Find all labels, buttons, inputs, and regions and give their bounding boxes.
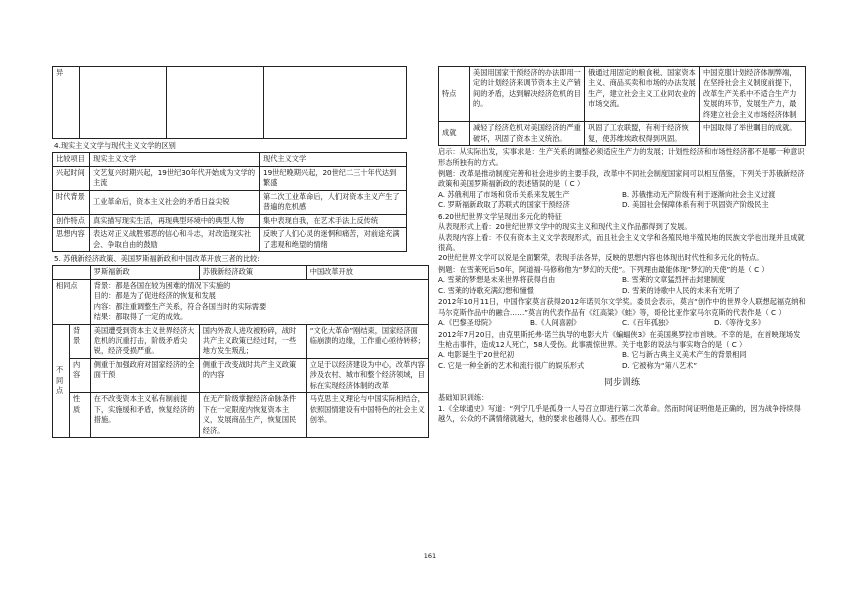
example-question-4: 2012年7月20日，由克里斯托弗·诺兰执导的电影大片《蝙蝠侠3》在美国奥罗拉市首映。不幸的是，在首映现场发生枪击事件，造成12人死亡，58人受伤。此事震惊世界。关于电影的说法与事实吻合的是（ C ） (438, 329, 801, 349)
option: B. 苏俄推动无产阶级有利于逐渐向社会主义过渡 (622, 189, 776, 199)
table-cell: 俄通过用固定的粮食税、国家资本主义、商品买卖和市场的办法发展生产，建立社会主义工业同农业的市场交流。 (585, 67, 700, 122)
row-label: 性质 (70, 393, 91, 438)
option: A. 电影诞生于20世纪初 (438, 350, 515, 360)
table-header: 中国改革开放 (306, 266, 428, 279)
table-cell: 真实描写现实生活，再现典型环境中的典型人物 (90, 214, 260, 227)
option: C. 罗斯福新政取了苏联式的国家干预经济 (438, 200, 570, 210)
table-cell: 在不改变资本主义私有制前提下，实施缓和矛盾，恢复经济的措施。 (90, 393, 199, 438)
table-cell: 集中表现自我，在艺术手法上反传统 (260, 214, 407, 227)
table-cell: 马克思主义理论与中国实际相结合，依照国情建设有中国特色的社会主义创举。 (306, 393, 428, 438)
row-label: 创作特点 (53, 214, 90, 227)
table-cell: 侧重于改变战时共产主义政策的内容 (199, 358, 306, 392)
table-cell: 国内外敌人进攻被粉碎，战时共产主义政策已经过时，一些地方发生叛乱； (199, 324, 306, 358)
table-cell: 美国遭受到资本主义世界经济大危机的沉重打击，阶级矛盾尖锐，经济受损严重。 (90, 324, 199, 358)
sync-training-title: 同步训练 (603, 378, 640, 389)
section5-title: 5. 苏俄新经济政策、美国罗斯福新政和中国改革开放三者的比较: (54, 253, 260, 263)
option: B.《人间喜剧》 (530, 318, 581, 328)
page-number: 161 (423, 552, 437, 560)
top-table-cell (264, 67, 407, 139)
option: C.《百年孤独》 (622, 318, 673, 328)
table-cell: 在无产阶级掌握经济命脉条件下在一定限度内恢复资本主义，发展商品生产，恢复国民经济。 (199, 393, 306, 438)
option: A. 雪莱的梦想是未来世界将获得自由 (438, 275, 556, 285)
realism-comparison-table (52, 152, 407, 252)
table-cell: 文艺复兴时期兴起，19世纪30年代开始成为文学的主流 (90, 166, 260, 190)
table-header: 罗斯福新政 (90, 266, 199, 279)
diff-label: 不同点 (53, 324, 70, 437)
option: C. 雪莱的诗歌充满幻想和憧憬 (438, 285, 534, 295)
option: D. 它被称为“第八艺术” (622, 360, 698, 370)
option: C. 它是一种全新的艺术和流行很广的娱乐形式 (438, 360, 585, 370)
table-cell: 侧重于加强政府对国家经济的全面干预 (90, 358, 199, 392)
table-header: 现代主义文学 (260, 153, 407, 166)
option: A. 苏俄利用了市场和货币关系来发展生产 (438, 189, 570, 199)
option: B. 雪莱的文章猛烈抨击封建制度 (622, 275, 725, 285)
row-label: 成就 (439, 122, 470, 146)
table-cell: 工业革命后，资本主义社会的矛盾日益尖锐 (90, 190, 260, 214)
table-header: 苏俄新经济政策 (199, 266, 306, 279)
example-4-options (438, 350, 806, 371)
same-label: 相同点 (53, 279, 91, 324)
table-cell: 立足于以经济建设为中心，改革内容涉及农村、城市和整个经济领域，目标在实现经济体制的改革 (306, 358, 428, 392)
table-cell: “文化大革命”刚结束，国家经济面临崩溃的边缘，工作重心亟待转移； (306, 324, 428, 358)
table-cell: 巩固了工农联盟，有利于经济恢复，使苏维埃政权得到巩固。 (585, 122, 700, 146)
example-3-options (438, 318, 806, 328)
reform-comparison-table (52, 265, 429, 438)
table-cell: 减轻了经济危机对美国经济的严重破坏，巩固了资本主义统治。 (470, 122, 585, 146)
option: B. 它与新古典主义美术产生的背景相同 (622, 350, 747, 360)
example-1-options (438, 190, 806, 211)
training-question-1: 1.《全球通史》写道：“列宁几乎是孤身一人号召立即进行第二次革命。然而时间证明他是正确的，因为战争持续得越久，公众的不满情绪就越大，他的要求也越得人心。那些在四 (438, 403, 801, 424)
example-2-options (438, 275, 806, 296)
table-header (53, 266, 91, 279)
insight-paragraph: 启示：从实际出发，实事求是：生产关系的调整必须适应生产力的发展；计划性经济和市场性经济都不是哪一种意识形态所独有的方式。 (438, 147, 805, 167)
table-cell: 反映了人们心灵的迷惘和痛苦，对前途充满了悲观和绝望的情绪 (260, 228, 407, 252)
row-label: 特点 (439, 67, 470, 122)
example-question-2: 例题：在雪莱死后50年，阿道福·马修称他为“梦幻的天使”。下列理由最能体现“梦幻的天使”的是（ C ） (438, 264, 769, 274)
top-table-cell (167, 67, 264, 139)
same-line: 内容：都注重调整生产关系，符合各国当时的实际需要 (93, 301, 267, 311)
top-table-side-label: 异 (53, 67, 80, 139)
table-cell: 中国取得了举世瞩目的成就。 (700, 122, 806, 146)
example-question-1: 例题：改革是推动制度完善和社会进步的主要手段，改革中不同社会制度国家间可以相互借鉴，下列关于苏俄新经济政策和美国罗斯福新政的表述错误的是（ C ） (438, 168, 805, 189)
option: A.《巴黎圣母院》 (438, 318, 496, 328)
row-label: 兴起时间 (53, 166, 90, 190)
section6-line: 从表现内容上看：不仅有资本主义文学表现形式，而且社会主义文学和各殖民地半殖民地的民族文学也出现并且成就很高。 (438, 232, 805, 252)
same-points (90, 279, 428, 324)
same-line: 目的：都是为了促进经济的恢复和发展 (93, 291, 216, 301)
top-table-cell (80, 67, 167, 139)
table-cell: 美国用国家干预经济的办法即用一定的计划经济来调节资本主义产销间的矛盾，达到解决经济危机的目的。 (470, 67, 585, 122)
reform-table-continued (438, 66, 806, 146)
section4-title: 4.现实主义文学与现代主义文学的区别 (54, 141, 176, 150)
option: D. 雪莱的诗歌中人民的未来有光明了 (622, 285, 740, 295)
table-cell: 中国克服计划经济体制弊端，在坚持社会主义制度前提下，改革生产关系中不适合生产力发展的环节，发展生产力，最终建立社会主义市场经济体制 (700, 67, 806, 122)
section6-title: 6.20世纪世界文学呈现出多元化的特征 (438, 211, 562, 221)
same-line: 背景：都是各国在较为困难的情况下实施的 (93, 280, 231, 290)
table-cell: 表达对正义战胜邪恶的信心和斗志，对改造现实社会、争取自由的鼓励 (90, 228, 260, 252)
table-cell: 第二次工业革命后，人们对资本主义产生了普遍的危机感 (260, 190, 407, 214)
table-header: 现实主义文学 (90, 153, 260, 166)
table-cell: 19世纪晚期兴起，20世纪二三十年代达到繁盛 (260, 166, 407, 190)
row-label: 背景 (70, 324, 91, 358)
table-header: 比较项目 (53, 153, 90, 166)
right-column (438, 66, 806, 425)
section6-line: 20世纪世界文学可以说是全面繁荣，表现手法各异，反映的思想内容也体现出时代性和多元化的特点。 (438, 253, 764, 263)
top-table (52, 66, 407, 139)
basic-training-title: 基础知识训练： (438, 393, 489, 403)
left-column (52, 66, 429, 438)
section6-line: 从表现形式上看：20世纪世界文学中的现实主义和现代主义作品都得到了发展。 (438, 222, 692, 232)
same-line: 结果：都取得了一定的成效。 (93, 312, 188, 322)
row-label: 思想内容 (53, 228, 90, 252)
row-label: 内容 (70, 358, 91, 392)
option: D. 美国社会保障体系有利于巩固资产阶级民主 (622, 200, 769, 210)
row-label: 时代背景 (53, 190, 90, 214)
option: D.《等待戈多》 (714, 318, 765, 328)
example-question-3: 2012年10月11日，中国作家莫言获得2012年诺贝尔文学奖。委员会表示，莫言“创作中的世界令人联想起福克纳和马尔克斯作品中的融合……”莫言的代表作品有《红高粱》《蛙》等，哥伦比亚作家马尔克斯的代表作是（ C ） (438, 297, 806, 317)
